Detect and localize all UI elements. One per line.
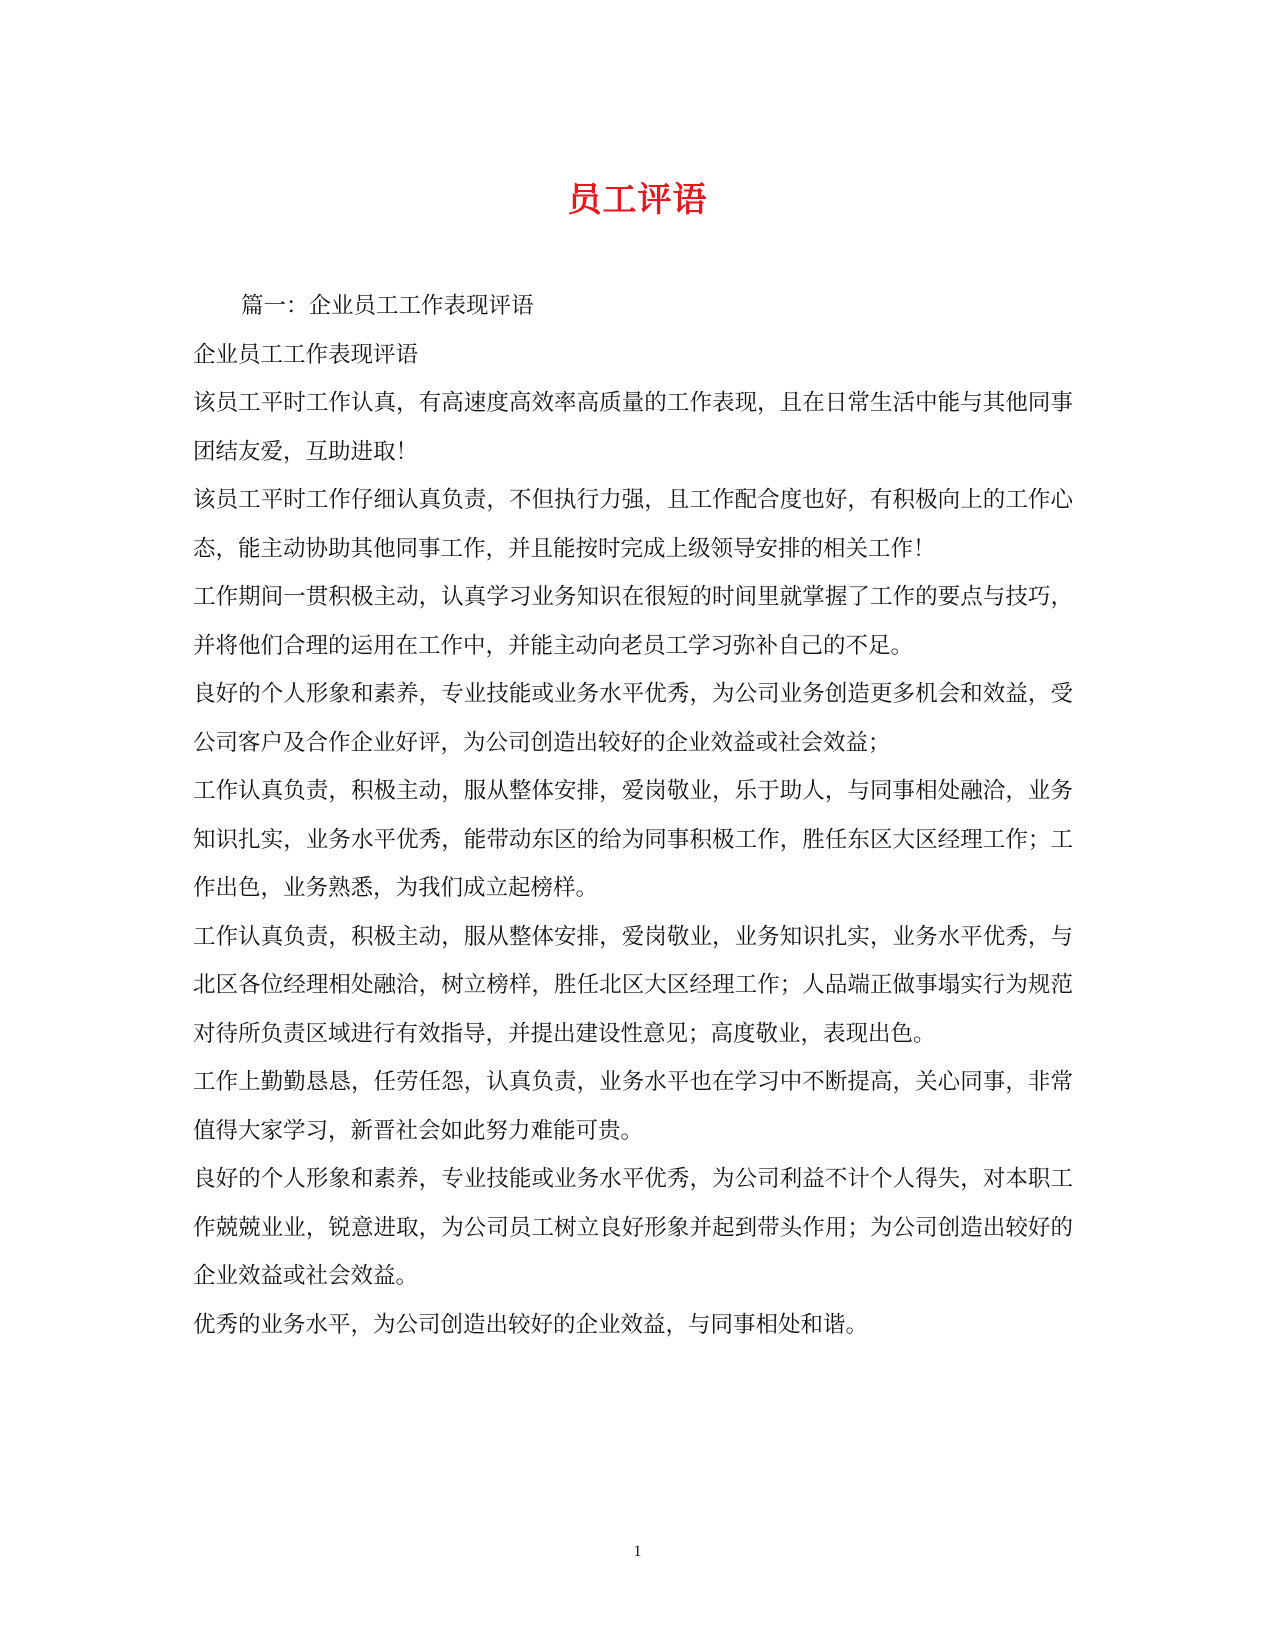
paragraph: 该员工平时工作认真，有高速度高效率高质量的工作表现，且在日常生活中能与其他同事团结友爱，互助进取！ <box>193 390 1073 465</box>
document-title: 员工评语 <box>567 180 708 220</box>
paragraph: 工作上勤勤恳恳，任劳任怨，认真负责，业务水平也在学习中不断提高，关心同事，非常值得大家学习，新晋社会如此努力难能可贵。 <box>193 1069 1073 1144</box>
paragraph: 工作认真负责，积极主动，服从整体安排，爱岗敬业，乐于助人，与同事相处融洽，业务知识扎实，业务水平优秀，能带动东区的给为同事积极工作，胜任东区大区经理工作；工作出色，业务熟悉，为我们成立起榜样。 <box>193 778 1073 901</box>
paragraph: 良好的个人形象和素养，专业技能或业务水平优秀，为公司业务创造更多机会和效益，受公司客户及合作企业好评，为公司创造出较好的企业效益或社会效益； <box>193 681 1073 756</box>
paragraph: 良好的个人形象和素养，专业技能或业务水平优秀，为公司利益不计个人得失，对本职工作兢兢业业，锐意进取，为公司员工树立良好形象并起到带头作用；为公司创造出较好的企业效益或社会效益。 <box>193 1166 1073 1289</box>
section-heading: 篇一：企业员工工作表现评语 <box>241 293 534 319</box>
paragraph: 该员工平时工作仔细认真负责，不但执行力强，且工作配合度也好，有积极向上的工作心态，能主动协助其他同事工作，并且能按时完成上级领导安排的相关工作！ <box>193 487 1073 562</box>
paragraph: 优秀的业务水平，为公司创造出较好的企业效益，与同事相处和谐。 <box>193 1311 869 1338</box>
paragraph: 工作期间一贯积极主动，认真学习业务知识在很短的时间里就掌握了工作的要点与技巧，并将他们合理的运用在工作中，并能主动向老员工学习弥补自己的不足。 <box>193 584 1073 659</box>
document-body <box>193 282 1073 1349</box>
paragraph: 工作认真负责，积极主动，服从整体安排，爱岗敬业，业务知识扎实，业务水平优秀，与北区各位经理相处融洽，树立榜样，胜任北区大区经理工作；人品端正做事塌实行为规范对待所负责区域进行有效指导，并提出建设性意见；高度敬业，表现出色。 <box>193 923 1073 1047</box>
subheading: 企业员工工作表现评语 <box>193 341 419 368</box>
page-number: 1 <box>633 1543 642 1560</box>
